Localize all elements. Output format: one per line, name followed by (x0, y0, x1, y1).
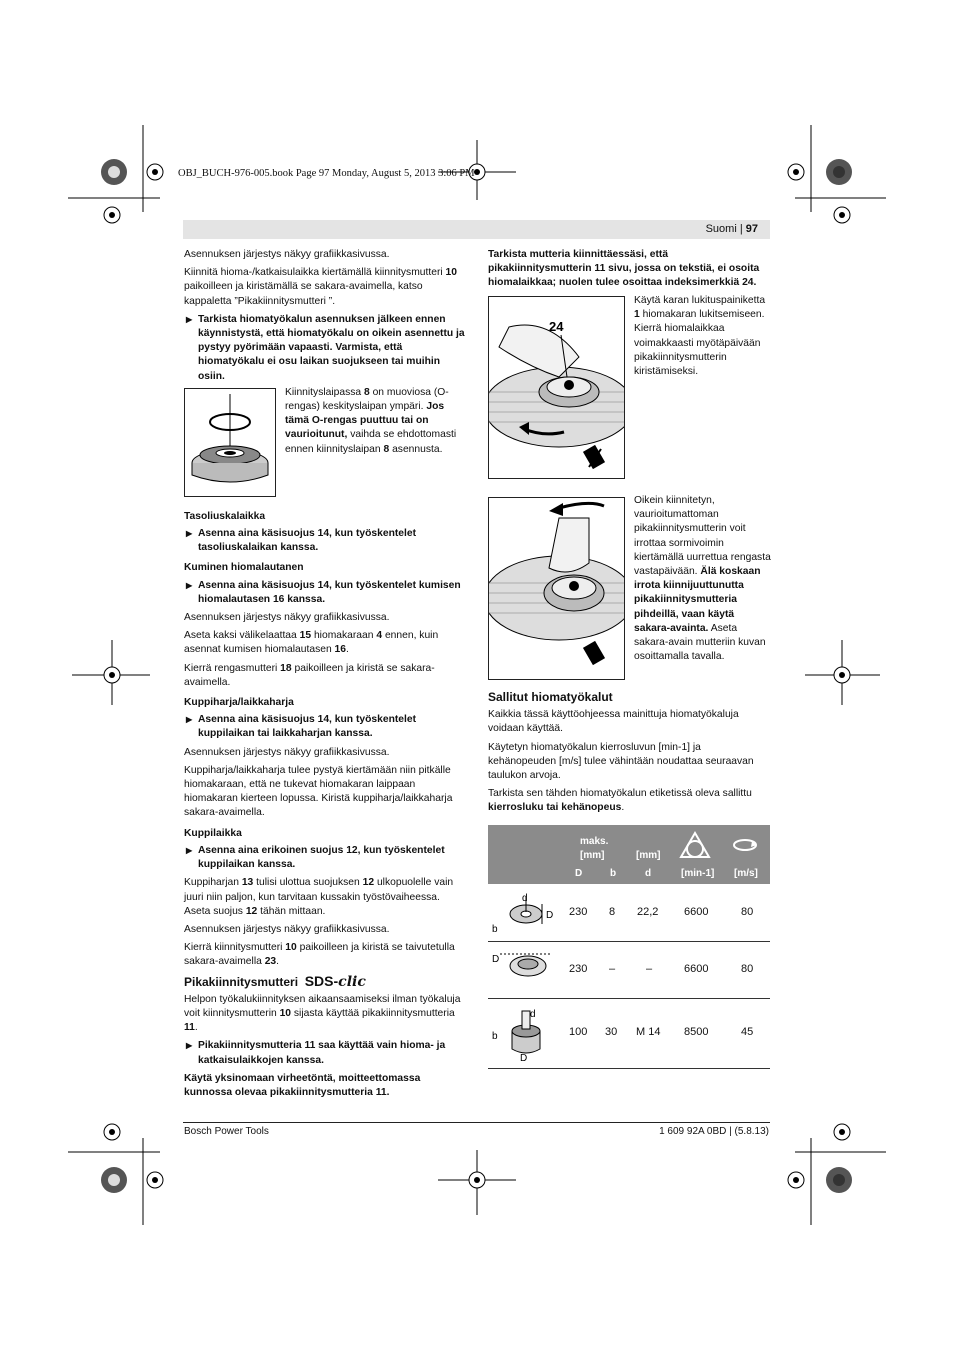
speed-table (488, 825, 770, 1069)
paragraph: Käytetyn hiomatyökalun kierrosluvun [min-1] ja kehänopeuden [m/s] tulee vähintään noudattaa seuraavan taulukon arvoja. (488, 741, 754, 782)
header-mm: [mm] (580, 850, 605, 861)
paragraph: Kierrä rengasmutteri 18 paikoilleen ja kiristä se sakara-avaimella. (184, 662, 435, 688)
table-row (488, 942, 770, 999)
loosen-figure (488, 497, 625, 680)
table-row (488, 884, 770, 942)
cell-b: – (609, 963, 616, 975)
o-ring-figure (184, 388, 276, 497)
paragraph: Kuppiharja/laikkaharja tulee pystyä kiertämään niin pitkälle hiomakaraan, että ne tukevat hiomakaran laippaan hiomakaran kierteen lopussa. Kiristä kuppiharja/laikkaharja sakara-avaimella. (184, 764, 453, 819)
sds-clic-logo: SDS-clic (304, 972, 366, 990)
section-name: Suomi (705, 223, 737, 235)
cell-d: 22,2 (637, 906, 659, 918)
header-bar (183, 220, 770, 239)
header-ms: [m/s] (734, 868, 758, 879)
peripheral-speed-icon (732, 835, 758, 855)
header-d: d (645, 868, 652, 879)
header-mm: [mm] (636, 850, 661, 861)
warning-bullet: ▶ Asenna aina käsisuojus 14, kun työskentelet kuppilaikan tai laikkaharjan kanssa. (184, 713, 468, 741)
allowed-tools-section (488, 690, 770, 820)
warning-bullet: ▶ Asenna aina käsisuojus 14, kun työskentelet kumisen hiomalautasen 16 kanssa. (184, 579, 468, 607)
heading-kuppilaikka: Kuppilaikka (184, 827, 242, 839)
cell-ms: 80 (741, 963, 754, 975)
cutting-disc-icon (490, 892, 558, 934)
svg-text:D: D (546, 910, 554, 921)
o-ring-text: Kiinnityslaipassa 8 on muoviosa (O-rengas) keskityslaipan ympäri. Jos tämä O-rengas puuttuu tai on vaurioitunut, vaihda se ehdottomasti ennen kiinnityslaipan 8 asennusta. (285, 386, 457, 455)
sanding-disc-icon (490, 948, 558, 988)
heading-kuppiharja: Kuppiharja/laikkaharja (184, 697, 294, 709)
warning-bullet: ▶ Asenna aina käsisuojus 14, kun työskentelet tasoliuskalaikan kanssa. (184, 527, 468, 555)
heading-tasoliuskalaikka: Tasoliuskalaikka (184, 510, 266, 522)
paragraph: Kiinnitä hioma-/katkaisulaikka kiertämällä kiinnitysmutteri 10 paikoilleen ja kiristämällä se sakara-avaimella, katso kappaletta ”Pikakiinnitysmutteri ”. (184, 267, 457, 307)
cell-b: 8 (609, 906, 616, 918)
cell-d: – (646, 963, 653, 975)
cell-D: 230 (569, 963, 588, 975)
left-column (184, 248, 468, 1104)
svg-text:D: D (520, 1053, 528, 1063)
paragraph-bold: Käytä yksinomaan virheetöntä, moitteettomassa kunnossa olevaa pikakiinnitysmutteria 11. (184, 1072, 421, 1098)
loosen-text: Oikein kiinnitetyn, vaurioitumattoman pikakiinnitysmutterin voit irrottaa sormivoimin kiertämällä uurrettua rengasta vastapäivään. Älä koskaan irrota kiinnijuuttunutta pikakiinnitysmutteria pihdeillä, vaan käytä sakara-avainta. Aseta sakara-avain mutteriin kuvan osoittamalla tavalla. (634, 495, 771, 663)
cell-D: 230 (569, 906, 588, 918)
cell-ms: 45 (741, 1026, 754, 1038)
print-slug: OBJ_BUCH-976-005.book Page 97 Monday, August 5, 2013 3:06 PM (178, 168, 475, 179)
warning-bullet: ▶ Tarkista hiomatyökalun asennuksen jälkeen ennen käynnistystä, että hiomatyökalu on oikein asennettu ja pystyy pyörimään vapaasti. Varmista, että hiomatyökalu ei osu laikan suojukseen tai muihin osiin. (184, 313, 468, 384)
o-ring-figure-block (184, 388, 468, 504)
header-maks: maks. (580, 836, 609, 847)
rotation-speed-icon (678, 830, 712, 864)
tighten-figure (488, 296, 625, 479)
cell-rpm: 6600 (684, 963, 709, 975)
cell-D: 100 (569, 1026, 588, 1038)
heading-kuminen: Kuminen hiomalautanen (184, 562, 304, 574)
tighten-text: Käytä karan lukituspainiketta 1 hiomakaran lukitsemiseen. Kierrä hiomalaikkaa voimakkaasti myötäpäivään pikakiinnitysmutterin kiristämiseksi. (634, 295, 766, 378)
table-row (488, 999, 770, 1069)
loosen-nut-image (489, 498, 624, 679)
header-D: D (575, 868, 583, 879)
footer-right: 1 609 92A 0BD | (5.8.13) (659, 1126, 769, 1137)
paragraph: Kuppiharjan 13 tulisi ulottua suojuksen 12 ulkopuolelle vain juuri niin paljon, kun tarvitaan kussakin työstövaiheessa. Aseta suojus 12 tähän mittaan. (184, 877, 454, 917)
cell-d: M 14 (636, 1026, 661, 1038)
right-column (488, 248, 770, 295)
warning-bullet: ▶ Asenna aina erikoinen suojus 12, kun työskentelet kuppilaikan kanssa. (184, 844, 468, 872)
footer-rule (183, 1122, 770, 1123)
paragraph: Kierrä kiinnitysmutteri 10 paikoilleen ja kiristä se taivutetulla sakara-avaimella 23. (184, 942, 455, 968)
paragraph: Asennuksen järjestys näkyy grafiikkasivussa. (184, 923, 390, 935)
index-mark-label: 24 (549, 319, 564, 334)
table-header (488, 825, 770, 884)
paragraph: Helpon työkalukiinnityksen aikaansaamiseksi ilman työkaluja voit kiinnitysmutterin 10 sijasta käyttää pikakiinnitysmutteria 11. (184, 993, 461, 1034)
cell-rpm: 6600 (684, 906, 709, 918)
heading-sallitut: Sallitut hiomatyökalut (488, 690, 613, 704)
warning-bullet: ▶ Pikakiinnitysmutteria 11 saa käyttää vain hioma- ja katkaisulaikkojen kanssa. (184, 1039, 468, 1067)
svg-text:d: d (522, 893, 528, 904)
running-header: Suomi | 97 (705, 223, 758, 235)
page-number: 97 (745, 223, 758, 235)
svg-text:b: b (492, 924, 498, 934)
heading-pikakiinnitysmutteri: Pikakiinnitysmutteri SDS-clic (184, 972, 366, 990)
header-rpm: [min-1] (681, 868, 715, 879)
cell-b: 30 (605, 1026, 618, 1038)
svg-text:b: b (492, 1031, 498, 1042)
svg-text:D: D (492, 954, 500, 965)
paragraph: Asennuksen järjestys näkyy grafiikkasivussa. (184, 746, 390, 758)
paragraph: Aseta kaksi välikelaattaa 15 hiomakaraan 4 ennen, kuin asennat kumisen hiomalautasen 16. (184, 630, 439, 656)
cell-rpm: 8500 (684, 1026, 709, 1038)
paragraph: Asennuksen järjestys näkyy grafiikkasivussa. (184, 612, 390, 624)
paragraph: Asennuksen järjestys näkyy grafiikkasivussa. (184, 249, 390, 260)
cell-ms: 80 (741, 906, 754, 918)
paragraph: Kaikkia tässä käyttöohjeessa mainittuja hiomatyökaluja voidaan käyttää. (488, 709, 739, 735)
tighten-nut-image (489, 297, 624, 478)
flange-o-ring-image (185, 389, 275, 496)
paragraph: Tarkista sen tähden hiomatyökalun etiketissä oleva sallittu kierrosluku tai kehänopeus. (488, 788, 752, 814)
footer-left: Bosch Power Tools (184, 1126, 269, 1137)
cup-brush-icon (490, 1003, 558, 1063)
svg-text:d: d (530, 1009, 536, 1020)
intro-bold: Tarkista mutteria kiinnittäessäsi, että pikakiinnitysmutterin 11 sivu, jossa on tekstiä, ei osoita hiomalaikkaa; nuolen tulee osoittaa indeksimerkkiä 24. (488, 249, 760, 289)
header-b: b (610, 868, 617, 879)
